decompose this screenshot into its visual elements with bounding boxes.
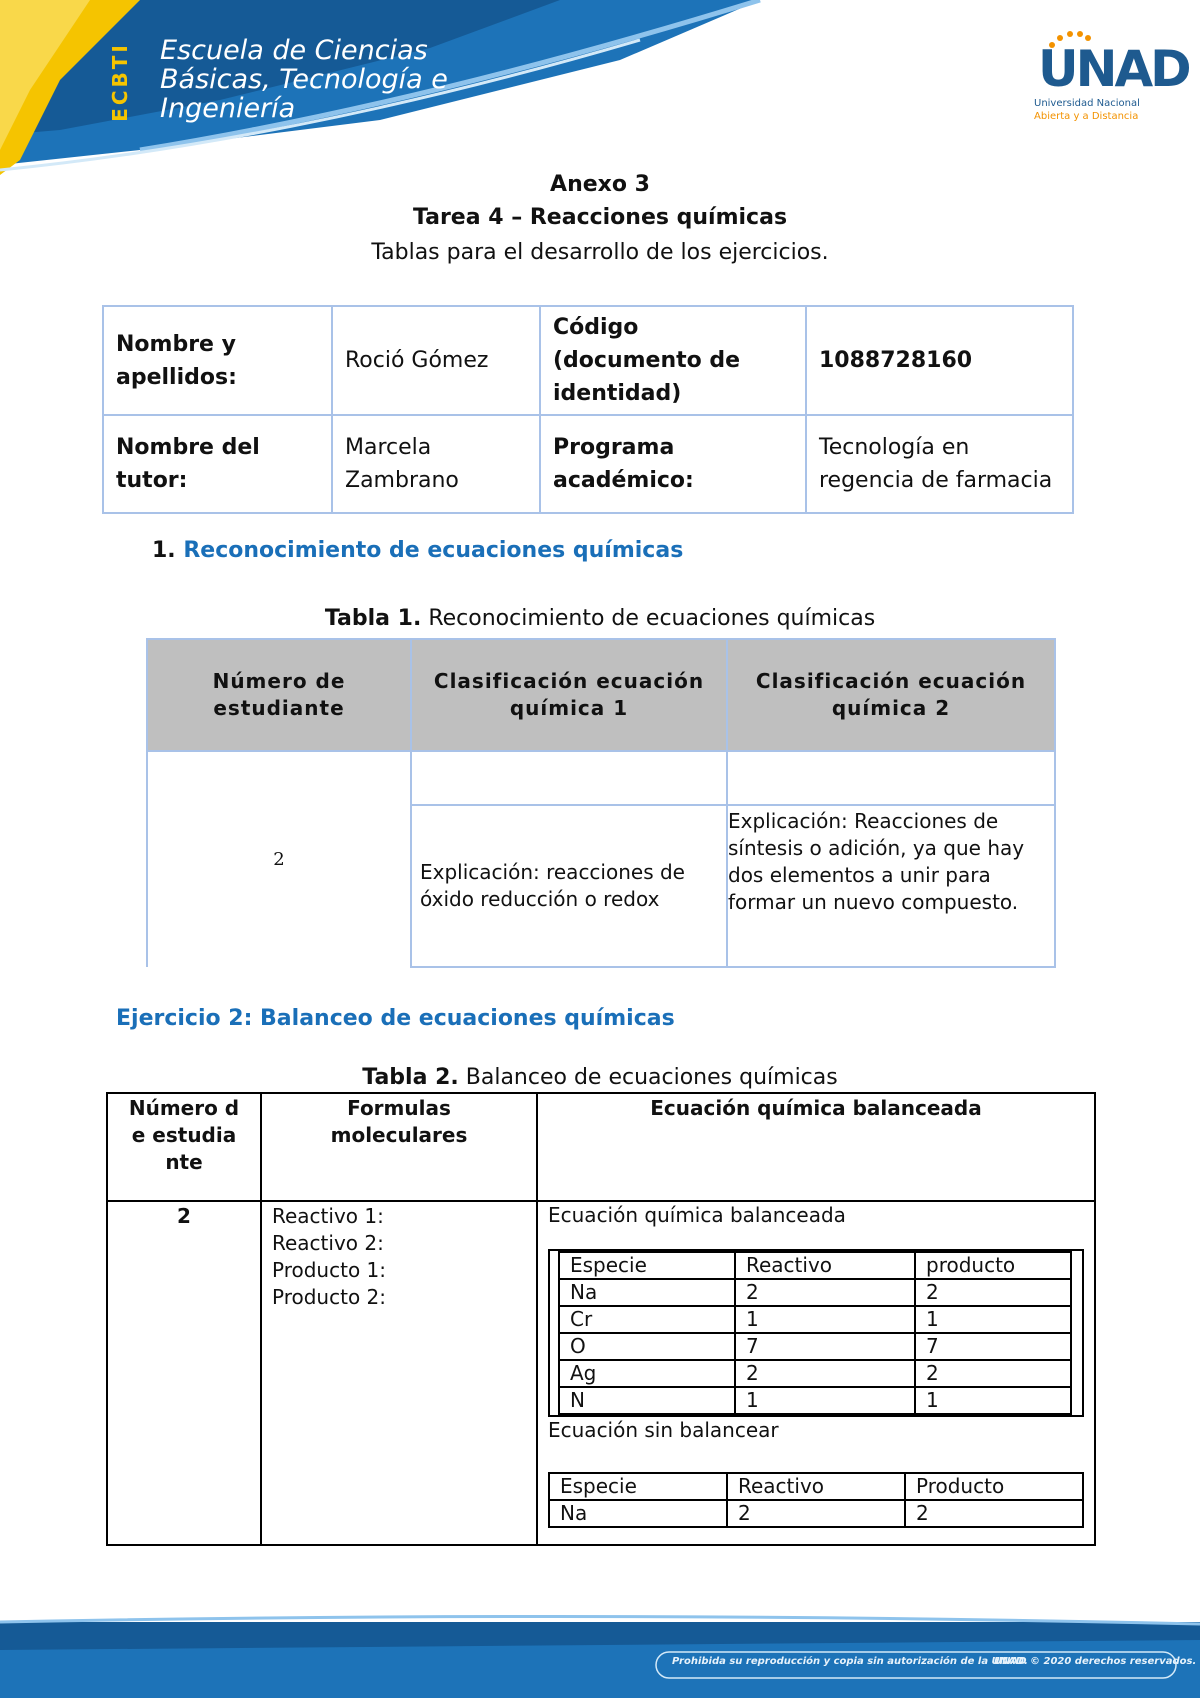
unbalanced-row: [549, 1500, 1083, 1527]
t1-header-student: Número de estudiante: [147, 639, 411, 751]
balanced-row: [559, 1387, 1071, 1414]
balanced-producto: 1: [915, 1387, 1071, 1414]
section-1-number: 1.: [152, 538, 176, 563]
logo-wordmark: UNAD: [1038, 40, 1189, 98]
footer-notice: Prohibida su reproducción y copia sin autorización de la UNAD.: [672, 1656, 1028, 1667]
t2-balanced-label: Ecuación química balanceada: [548, 1203, 846, 1227]
unad-logo: [1030, 28, 1189, 128]
t2-header-formulas-text: Formulas moleculares: [330, 1096, 468, 1147]
balanced-row: [559, 1279, 1071, 1306]
table-2-caption-label: Tabla 2.: [362, 1065, 459, 1090]
t2-student-number: 2: [107, 1201, 261, 1545]
school-line-3: Ingeniería: [160, 93, 296, 124]
t2-formula-reactivo-2: Reactivo 2:: [272, 1231, 384, 1255]
unbalanced-h-especie: Especie: [549, 1473, 727, 1500]
balanced-row: [559, 1333, 1071, 1360]
ecbti-text: ECBTI: [107, 42, 132, 122]
t2-formula-producto-1: Producto 1:: [272, 1258, 386, 1282]
name-value: Roció Gómez: [332, 306, 540, 415]
logo-sub-1: Universidad Nacional: [1034, 98, 1140, 109]
balanced-species: N: [559, 1387, 735, 1414]
subtitle: Tablas para el desarrollo de los ejercicios.: [371, 240, 829, 265]
school-name: [160, 36, 448, 123]
table-2-caption: [0, 1065, 1200, 1090]
unbalanced-h-reactivo: Reactivo: [727, 1473, 905, 1500]
balanced-producto: 2: [915, 1360, 1071, 1387]
balanced-species: Ag: [559, 1360, 735, 1387]
t2-unbalanced-label: Ecuación sin balancear: [548, 1418, 779, 1442]
balanced-producto: 2: [915, 1279, 1071, 1306]
code-label: Código (documento de identidad): [540, 306, 806, 415]
t1-explanation-1: Explicación: reacciones de óxido reducción o redox: [411, 805, 727, 967]
unbalanced-species-table: [548, 1472, 1084, 1528]
tutor-label: Nombre del tutor:: [103, 415, 332, 513]
classification-table: [146, 638, 1056, 968]
t2-formula-reactivo-1: Reactivo 1:: [272, 1204, 384, 1228]
footer-banner: [0, 1610, 1200, 1698]
balanced-species: Cr: [559, 1306, 735, 1333]
balanced-row: [559, 1360, 1071, 1387]
section-2-heading: Ejercicio 2: Balanceo de ecuaciones químicas: [116, 1006, 675, 1031]
balanced-reactivo: 7: [735, 1333, 915, 1360]
balanced-row: [559, 1306, 1071, 1333]
code-value: 1088728160: [806, 306, 1073, 415]
t2-header-student: [107, 1093, 261, 1201]
balanced-reactivo: 2: [735, 1279, 915, 1306]
name-label: Nombre y apellidos:: [103, 306, 332, 415]
t1-class2-empty[interactable]: [727, 751, 1055, 805]
balanced-species: O: [559, 1333, 735, 1360]
student-info-table: [102, 305, 1074, 514]
table-1-caption: [0, 606, 1200, 631]
t1-explanation-2: Explicación: Reacciones de síntesis o adición, ya que hay dos elementos a unir para formar un nuevo compuesto.: [727, 805, 1055, 967]
t2-header-formulas: [261, 1093, 537, 1201]
task-title: Tarea 4 – Reacciones químicas: [412, 205, 788, 230]
balanced-species-frame: [548, 1249, 1084, 1417]
unbalanced-header-row: [549, 1473, 1083, 1500]
ecbti-vertical: [108, 40, 138, 128]
t1-student-number: 2: [147, 751, 411, 967]
t1-header-class1: Clasificación ecuación química 1: [411, 639, 727, 751]
logo-sub-2: Abierta y a Distancia: [1034, 111, 1139, 122]
school-line-2: Básicas, Tecnología e: [160, 64, 448, 95]
t2-header-student-text: Número de estudiante: [128, 1096, 240, 1174]
t2-header-balanced: Ecuación química balanceada: [537, 1093, 1095, 1201]
program-label: Programa académico:: [540, 415, 806, 513]
t1-class1-empty[interactable]: [411, 751, 727, 805]
table-1-caption-text: Reconocimiento de ecuaciones químicas: [428, 606, 876, 631]
t2-formulas-cell: [261, 1201, 537, 1545]
balanced-header-row: [559, 1252, 1071, 1279]
footer-rights: UNAD © 2020 derechos reservados.: [994, 1656, 1197, 1667]
tutor-value: Marcela Zambrano: [332, 415, 540, 513]
balanced-reactivo: 2: [735, 1360, 915, 1387]
balance-table: [106, 1092, 1096, 1546]
unbalanced-species: Na: [549, 1500, 727, 1527]
balanced-h-producto: producto: [915, 1252, 1071, 1279]
unbalanced-reactivo: 2: [727, 1500, 905, 1527]
section-1-heading: [152, 538, 683, 563]
balanced-producto: 7: [915, 1333, 1071, 1360]
annex-title: Anexo 3: [550, 172, 650, 197]
t2-formula-producto-2: Producto 2:: [272, 1285, 386, 1309]
unbalanced-producto: 2: [905, 1500, 1083, 1527]
table-2-caption-text: Balanceo de ecuaciones químicas: [465, 1065, 838, 1090]
t1-header-class2: Clasificación ecuación química 2: [727, 639, 1055, 751]
balanced-h-especie: Especie: [559, 1252, 735, 1279]
balanced-species-table: [558, 1251, 1072, 1415]
section-1-title: Reconocimiento de ecuaciones químicas: [183, 538, 684, 563]
balanced-reactivo: 1: [735, 1387, 915, 1414]
balanced-h-reactivo: Reactivo: [735, 1252, 915, 1279]
school-line-1: Escuela de Ciencias: [160, 35, 428, 66]
program-value: Tecnología en regencia de farmacia: [806, 415, 1073, 513]
unbalanced-h-producto: Producto: [905, 1473, 1083, 1500]
table-1-caption-label: Tabla 1.: [324, 606, 422, 631]
balanced-reactivo: 1: [735, 1306, 915, 1333]
balanced-species: Na: [559, 1279, 735, 1306]
balanced-producto: 1: [915, 1306, 1071, 1333]
t2-equation-cell: [537, 1201, 1095, 1545]
